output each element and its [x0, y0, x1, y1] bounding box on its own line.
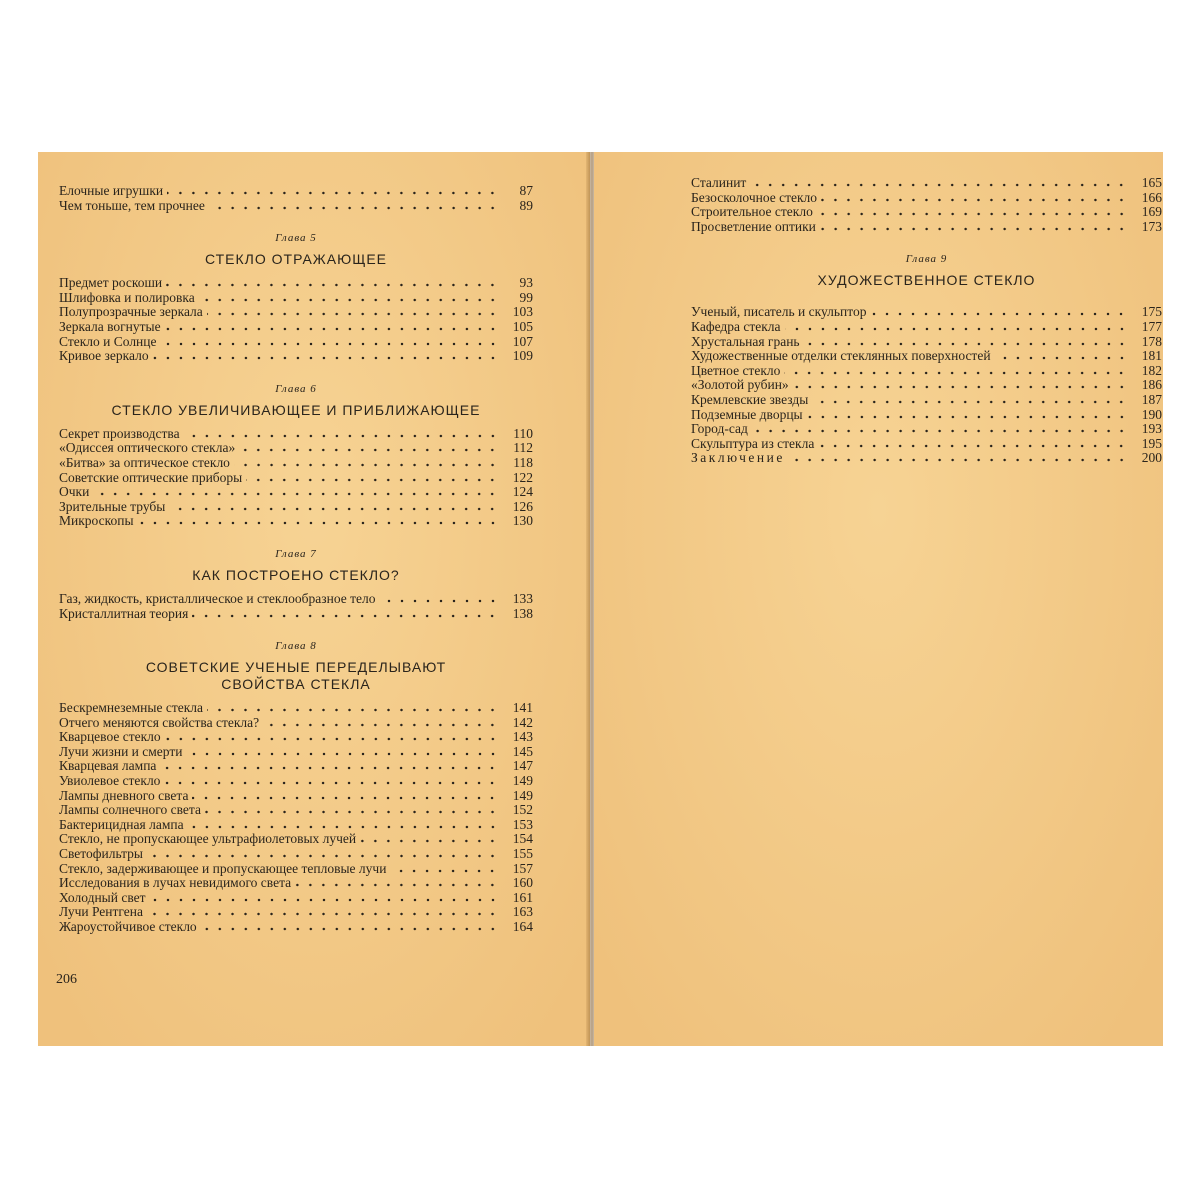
dot-leader: [812, 400, 1128, 404]
dot-leader: [138, 521, 499, 525]
toc-entry: [59, 774, 533, 789]
page-number: 206: [56, 972, 77, 987]
toc-entry: [59, 349, 533, 364]
toc-entry: [691, 335, 1162, 350]
toc-entry: [59, 199, 533, 214]
entry-title: Кремлевские звезды: [691, 391, 809, 407]
dot-leader: [165, 327, 499, 331]
dot-leader: [246, 478, 499, 482]
entry-page: 155: [512, 846, 533, 862]
dot-leader: [192, 796, 499, 800]
toc-entry: [59, 920, 533, 935]
entry-title: Лучи Рентгена: [59, 904, 143, 920]
toc-entry: [691, 378, 1162, 393]
entry-page: 173: [1141, 218, 1162, 234]
entry-page: 105: [512, 318, 533, 334]
toc-entry: [59, 456, 533, 471]
dot-leader: [360, 839, 499, 843]
entry-page: 186: [1141, 377, 1162, 393]
entry-title: Советские оптические приборы: [59, 469, 243, 485]
dot-leader: [807, 415, 1128, 419]
entry-title: «Битва» за оптическое стекло: [59, 454, 230, 470]
dot-leader: [164, 781, 499, 785]
entry-title: «Одиссея оптического стекла»: [59, 440, 236, 456]
entry-title: Цветное стекло: [691, 362, 781, 378]
entry-page: 166: [1141, 189, 1162, 205]
entry-title: Полупрозрачные зеркала: [59, 304, 203, 320]
toc-entry: [59, 905, 533, 920]
dot-leader: [789, 458, 1128, 462]
dot-leader: [818, 444, 1128, 448]
left-toc: [59, 184, 533, 935]
entry-page: 152: [512, 802, 533, 818]
toc-entry: [59, 184, 533, 199]
dot-leader: [785, 327, 1128, 331]
entry-page: 99: [519, 289, 533, 305]
entry-page: 126: [512, 498, 533, 514]
entry-title: Кафедра стекла: [691, 318, 781, 334]
entry-page: 109: [512, 348, 533, 364]
entry-title: Ученый, писатель и скульптор: [691, 304, 867, 320]
dot-leader: [817, 212, 1128, 216]
chapter-title: КАК ПОСТРОЕНО СТЕКЛО?: [192, 566, 400, 583]
dot-leader: [165, 737, 499, 741]
entry-page: 87: [519, 183, 533, 198]
dot-leader: [207, 312, 499, 316]
chapter-label: Глава 8: [275, 640, 317, 653]
toc-entry: [59, 730, 533, 745]
toc-entry: [59, 514, 533, 529]
toc-entry: [59, 607, 533, 622]
dot-leader: [295, 883, 499, 887]
right-page: [594, 152, 1163, 1046]
dot-leader: [150, 898, 499, 902]
entry-page: 149: [512, 773, 533, 789]
dot-leader: [205, 810, 499, 814]
toc-entry: [691, 422, 1162, 437]
dot-leader: [169, 507, 499, 511]
dot-leader: [234, 463, 499, 467]
chapter-label: Глава 9: [905, 253, 948, 266]
dot-leader: [166, 283, 499, 287]
entry-page: 177: [1141, 318, 1162, 334]
dot-leader: [750, 183, 1128, 187]
dot-leader: [239, 448, 499, 452]
entry-title: Стекло, задерживающее и пропускающее тепловые лучи: [59, 860, 387, 876]
entry-page: 138: [512, 605, 533, 621]
dot-leader: [209, 206, 499, 210]
entry-title: Город-сад: [691, 421, 748, 437]
dot-leader: [784, 371, 1128, 375]
chapter-6: [59, 382, 533, 529]
dot-leader: [147, 854, 499, 858]
entry-title: «Золотой рубин»: [691, 377, 789, 393]
toc-entry: [59, 891, 533, 906]
toc-entry: [59, 876, 533, 891]
entry-title: Чем тоньше, тем прочнее: [59, 197, 205, 213]
dot-leader: [93, 492, 499, 496]
entry-title: Микроскопы: [59, 513, 134, 529]
entry-title: Отчего меняются свойства стекла?: [59, 714, 260, 730]
entry-page: 107: [512, 333, 533, 349]
toc-entry: [691, 220, 1162, 235]
entry-title: Зрительные трубы: [59, 498, 166, 514]
entry-title: Художественные отделки стеклянных поверхностей: [691, 348, 991, 364]
dot-leader: [161, 342, 500, 346]
toc-entry: [691, 349, 1162, 364]
dot-leader: [793, 385, 1128, 389]
entry-page: 143: [512, 729, 533, 745]
entry-page: 164: [512, 919, 533, 934]
entry-title: Жароустойчивое стекло: [59, 919, 197, 934]
entry-page: 147: [512, 758, 533, 774]
entry-page: 175: [1141, 304, 1162, 320]
chapter-label: Глава 7: [275, 547, 317, 560]
dot-leader: [147, 912, 499, 916]
entry-title: Газ, жидкость, кристаллическое и стеклообразное тело: [59, 590, 376, 606]
toc-entry: [691, 205, 1162, 220]
entry-title: Скульптура из стекла: [691, 435, 815, 451]
entry-page: 93: [519, 275, 533, 291]
toc-entry: [59, 427, 533, 442]
entry-title: Кварцевое стекло: [59, 729, 161, 745]
toc-entry: [691, 176, 1162, 191]
entry-title: Бактерицидная лампа: [59, 816, 184, 832]
entry-title: Лампы дневного света: [59, 787, 189, 803]
dot-leader: [167, 191, 499, 195]
entry-title: Безосколочное стекло: [691, 189, 818, 205]
entry-title: Увиолевое стекло: [59, 773, 161, 789]
entry-title: Светофильтры: [59, 846, 143, 862]
entry-title: Заключение: [691, 450, 785, 466]
dot-leader: [184, 434, 499, 438]
entry-title: Лампы солнечного света: [59, 802, 201, 818]
chapter-9: [691, 252, 1162, 466]
dot-leader: [160, 766, 499, 770]
toc-entry: [59, 592, 533, 607]
chapter-8: [59, 639, 533, 935]
entry-page: 153: [512, 816, 533, 832]
entry-title: Кварцевая лампа: [59, 758, 157, 774]
entry-title: Холодный свет: [59, 889, 146, 905]
toc-entry: [59, 847, 533, 862]
toc-entry: [691, 408, 1162, 423]
entry-title: Стекло, не пропускающее ультрафиолетовых лучей: [59, 831, 357, 847]
entry-page: 89: [519, 197, 533, 213]
dot-leader: [153, 356, 499, 360]
dot-leader: [390, 869, 499, 873]
chapter-title: СОВЕТСКИЕ УЧЕНЫЕ ПЕРЕДЕЛЫВАЮТ СВОЙСТВА СТЕКЛА: [145, 659, 447, 693]
chapter-title: ХУДОЖЕСТВЕННОЕ СТЕКЛО: [817, 272, 1036, 289]
entry-title: Кривое зеркало: [59, 348, 149, 364]
entry-page: 157: [512, 860, 533, 876]
entry-page: 142: [512, 714, 533, 730]
entry-page: 169: [1141, 204, 1162, 220]
entry-page: 112: [513, 440, 533, 456]
toc-entry: [691, 393, 1162, 408]
dot-leader: [207, 708, 499, 712]
toc-entry: [691, 364, 1162, 379]
toc-entry: [691, 451, 1162, 466]
entry-title: Бескремнеземные стекла: [59, 700, 203, 716]
chapter-7: [59, 547, 533, 621]
entry-page: 103: [512, 304, 533, 320]
left-top-entries: [59, 184, 533, 213]
toc-entry: [691, 191, 1162, 206]
toc-entry: [59, 818, 533, 833]
entry-page: 118: [513, 454, 533, 470]
dot-leader: [820, 227, 1128, 231]
dot-leader: [188, 825, 499, 829]
toc-entry: [59, 716, 533, 731]
entry-page: 161: [512, 889, 533, 905]
toc-entry: [59, 803, 533, 818]
toc-entry: [59, 291, 533, 306]
entry-title: Строительное стекло: [691, 204, 813, 220]
entry-page: 145: [512, 743, 533, 759]
entry-title: Предмет роскоши: [59, 275, 163, 291]
entry-title: Исследования в лучах невидимого света: [59, 875, 292, 891]
toc-entry: [59, 862, 533, 877]
entry-page: 178: [1141, 333, 1162, 349]
entry-title: Елочные игрушки: [59, 183, 164, 198]
toc-entry: [59, 759, 533, 774]
dot-leader: [870, 312, 1128, 316]
dot-leader: [995, 356, 1128, 360]
entry-title: Секрет производства: [59, 425, 180, 441]
entry-title: Лучи жизни и смерти: [59, 743, 183, 759]
entry-title: Зеркала вогнутые: [59, 318, 161, 334]
entry-page: 181: [1141, 348, 1162, 364]
chapter-label: Глава 6: [275, 382, 317, 395]
entry-page: 130: [512, 513, 533, 529]
entry-page: 160: [512, 875, 533, 891]
entry-title: Кристаллитная теория: [59, 605, 189, 621]
toc-entry: [59, 500, 533, 515]
book-spread: [38, 152, 1163, 1046]
chapter-title: СТЕКЛО ОТРАЖАЮЩЕЕ: [204, 251, 388, 268]
entry-page: 163: [512, 904, 533, 920]
entry-page: 182: [1141, 362, 1162, 378]
entry-page: 193: [1141, 421, 1162, 437]
entry-page: 187: [1141, 391, 1162, 407]
toc-entry: [691, 305, 1162, 320]
entry-title: Очки: [59, 484, 90, 500]
toc-entry: [59, 441, 533, 456]
right-top-entries: [691, 176, 1162, 234]
chapter-title: СТЕКЛО УВЕЛИЧИВАЮЩЕЕ И ПРИБЛИЖАЮЩЕЕ: [111, 401, 481, 418]
entry-page: 110: [513, 425, 533, 441]
entry-page: 133: [512, 590, 533, 606]
dot-leader: [201, 927, 499, 931]
entry-page: 195: [1141, 435, 1162, 451]
toc-entry: [59, 320, 533, 335]
toc-entry: [59, 832, 533, 847]
toc-entry: [59, 789, 533, 804]
dot-leader: [821, 198, 1128, 202]
toc-entry: [59, 305, 533, 320]
toc-entry: [691, 320, 1162, 335]
chapter-5: [59, 231, 533, 364]
toc-entry: [691, 437, 1162, 452]
toc-entry: [59, 276, 533, 291]
toc-entry: [59, 335, 533, 350]
entry-title: Стекло и Солнце: [59, 333, 157, 349]
entry-page: 149: [512, 787, 533, 803]
toc-entry: [59, 745, 533, 760]
dot-leader: [263, 723, 499, 727]
dot-leader: [380, 599, 500, 603]
dot-leader: [187, 752, 500, 756]
toc-entry: [59, 471, 533, 486]
left-page: [38, 152, 590, 1046]
dot-leader: [752, 429, 1128, 433]
entry-title: Шлифовка и полировка: [59, 289, 195, 305]
entry-title: Подземные дворцы: [691, 406, 803, 422]
entry-page: 165: [1141, 175, 1162, 190]
toc-entry: [59, 701, 533, 716]
entry-page: 200: [1141, 450, 1162, 466]
dot-leader: [192, 614, 499, 618]
dot-leader: [804, 342, 1128, 346]
entry-title: Сталинит: [691, 175, 747, 190]
right-toc: [691, 176, 1162, 466]
entry-page: 141: [512, 700, 533, 716]
entry-title: Хрустальная грань: [691, 333, 800, 349]
chapter-label: Глава 5: [275, 232, 317, 245]
entry-title: Просветление оптики: [691, 218, 816, 234]
entry-page: 190: [1141, 406, 1162, 422]
entry-page: 122: [512, 469, 533, 485]
dot-leader: [199, 298, 499, 302]
entry-page: 154: [512, 831, 533, 847]
entry-page: 124: [512, 484, 533, 500]
toc-entry: [59, 485, 533, 500]
